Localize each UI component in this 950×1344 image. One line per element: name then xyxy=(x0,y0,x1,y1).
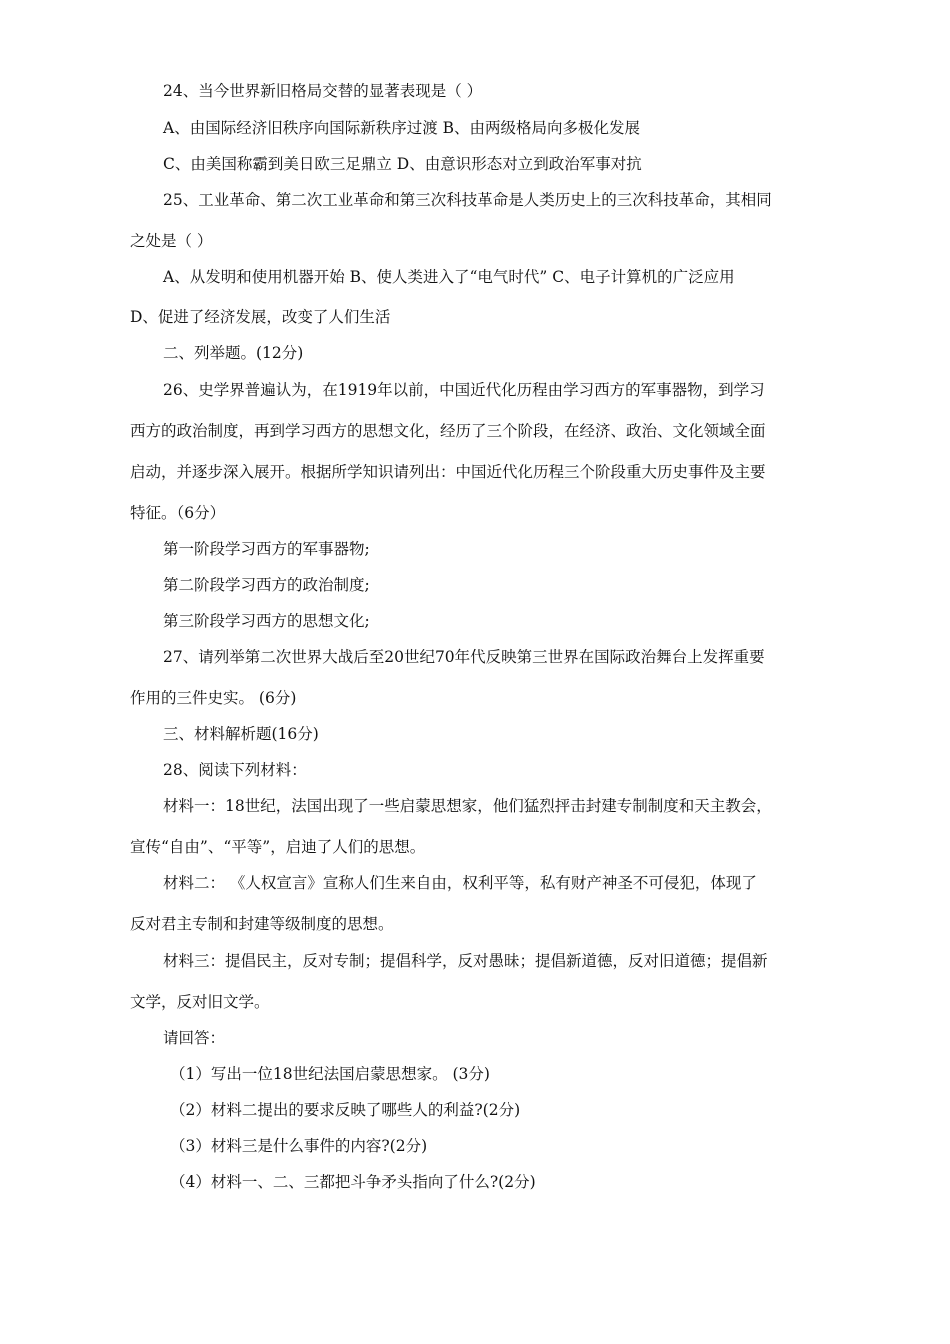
sub-question-2: （2）材料二提出的要求反映了哪些人的利益?(2分) xyxy=(170,1101,521,1119)
q26-stage-2: 第二阶段学习西方的政治制度; xyxy=(163,576,370,594)
q25-stem-line-2: 之处是（ ） xyxy=(130,232,213,250)
q26-stage-1: 第一阶段学习西方的军事器物; xyxy=(163,540,370,558)
q27-line-1: 27、请列举第二次世界大战后至20世纪70年代反映第三世界在国际政治舞台上发挥重要 xyxy=(163,648,765,666)
q25-options-abc: A、从发明和使用机器开始 B、使人类进入了“电气时代” C、电子计算机的广泛应用 xyxy=(163,268,735,286)
section-2-heading: 二、列举题。(12分) xyxy=(163,344,304,362)
section-3-heading: 三、材料解析题(16分) xyxy=(163,725,319,743)
material-1-line-1: 材料一：18世纪，法国出现了一些启蒙思想家，他们猛烈抨击封建专制制度和天主教会， xyxy=(163,797,772,815)
q24-options-ab: A、由国际经济旧秩序向国际新秩序过渡 B、由两级格局向多极化发展 xyxy=(163,119,641,137)
material-1-line-2: 宣传“自由”、“平等”，启迪了人们的思想。 xyxy=(130,838,426,856)
q26-line-1: 26、史学界普遍认为，在1919年以前，中国近代化历程由学习西方的军事器物，到学习 xyxy=(163,381,765,399)
material-2-line-2: 反对君主专制和封建等级制度的思想。 xyxy=(130,915,394,933)
sub-question-1: （1）写出一位18世纪法国启蒙思想家。 (3分) xyxy=(170,1065,490,1083)
sub-question-3: （3）材料三是什么事件的内容?(2分) xyxy=(170,1137,428,1155)
q28-intro: 28、阅读下列材料： xyxy=(163,761,307,779)
q26-line-4: 特征。（6分） xyxy=(130,504,226,522)
sub-question-4: （4）材料一、二、三都把斗争矛头指向了什么?(2分) xyxy=(170,1173,536,1191)
material-3-line-2: 文学，反对旧文学。 xyxy=(130,993,270,1011)
material-3-line-1: 材料三：提倡民主，反对专制；提倡科学，反对愚昧；提倡新道德，反对旧道德；提倡新 xyxy=(163,952,768,970)
q24-options-cd: C、由美国称霸到美日欧三足鼎立 D、由意识形态对立到政治军事对抗 xyxy=(163,155,642,173)
q25-stem-line-1: 25、工业革命、第二次工业革命和第三次科技革命是人类历史上的三次科技革命，其相同 xyxy=(163,191,772,209)
q26-stage-3: 第三阶段学习西方的思想文化; xyxy=(163,612,370,630)
q26-line-3: 启动，并逐步深入展开。根据所学知识请列出：中国近代化历程三个阶段重大历史事件及主要 xyxy=(130,463,766,481)
q27-line-2: 作用的三件史实。 (6分) xyxy=(130,689,297,707)
answer-prompt: 请回答： xyxy=(163,1029,226,1047)
q24-stem: 24、当今世界新旧格局交替的显著表现是（ ） xyxy=(163,82,483,100)
q26-line-2: 西方的政治制度，再到学习西方的思想文化，经历了三个阶段，在经济、政治、文化领域全面 xyxy=(130,422,766,440)
material-2-line-1: 材料二： 《人权宣言》宣称人们生来自由，权利平等，私有财产神圣不可侵犯，体现了 xyxy=(163,874,757,892)
q25-option-d: D、促进了经济发展，改变了人们生活 xyxy=(130,308,391,326)
